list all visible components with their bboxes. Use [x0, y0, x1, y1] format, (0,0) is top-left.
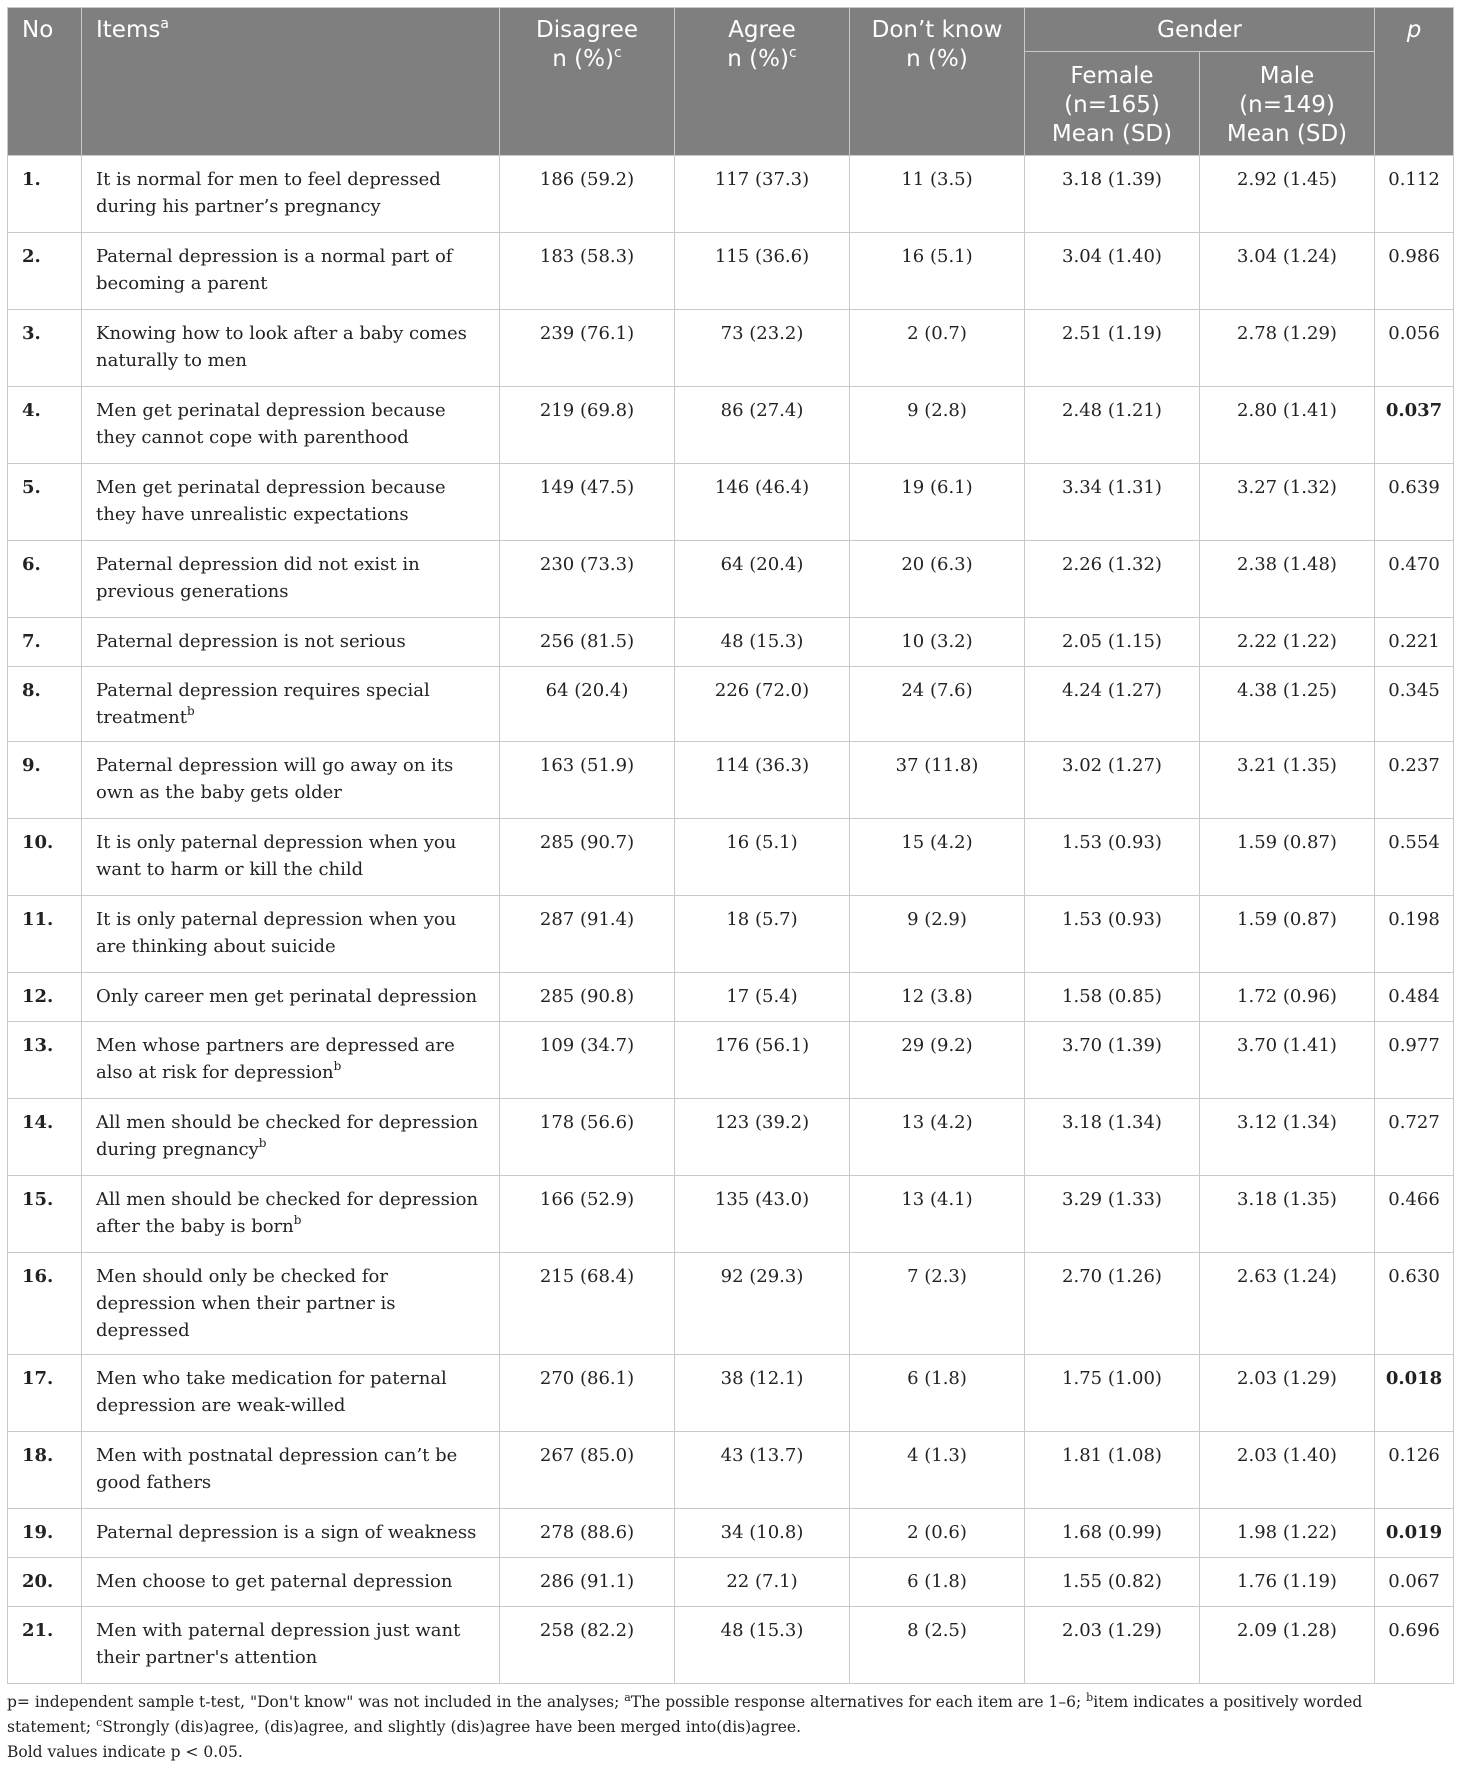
- row-male-mean: 1.98 (1.22): [1200, 1509, 1375, 1558]
- row-item-text: Men whose partners are depressed are also at risk for depression$^b$: [82, 1022, 500, 1099]
- row-item-text: Men get perinatal depression because they have unrealistic expectations: [82, 464, 500, 541]
- row-female-mean: 2.48 (1.21): [1025, 387, 1200, 464]
- row-p-value: 0.696: [1375, 1607, 1454, 1684]
- row-dont-know: 24 (7.6): [850, 667, 1025, 742]
- row-p-value: 0.018: [1375, 1355, 1454, 1432]
- table-row: [8, 156, 1454, 233]
- row-dont-know: 12 (3.8): [850, 973, 1025, 1022]
- row-disagree: 230 (73.3): [500, 541, 675, 618]
- row-dont-know: 13 (4.2): [850, 1099, 1025, 1176]
- row-p-value: 0.037: [1375, 387, 1454, 464]
- row-number: 21.: [8, 1607, 82, 1684]
- table-row: [8, 1355, 1454, 1432]
- row-female-mean: 1.53 (0.93): [1025, 819, 1200, 896]
- table-footnote: [7, 1690, 1453, 1765]
- row-disagree: 163 (51.9): [500, 742, 675, 819]
- header-male: Male (n=149) Mean (SD): [1200, 52, 1375, 156]
- row-disagree: 178 (56.6): [500, 1099, 675, 1176]
- row-p-value: 0.126: [1375, 1432, 1454, 1509]
- header-female: Female (n=165) Mean (SD): [1025, 52, 1200, 156]
- row-number: 8.: [8, 667, 82, 742]
- row-item-text: Men with postnatal depression can’t be good fathers: [82, 1432, 500, 1509]
- row-p-value: 0.977: [1375, 1022, 1454, 1099]
- row-agree: 17 (5.4): [675, 973, 850, 1022]
- row-disagree: 267 (85.0): [500, 1432, 675, 1509]
- table-row: [8, 387, 1454, 464]
- row-dont-know: 6 (1.8): [850, 1558, 1025, 1607]
- results-table: [7, 7, 1454, 1684]
- row-number: 19.: [8, 1509, 82, 1558]
- table-row: [8, 1022, 1454, 1099]
- row-dont-know: 20 (6.3): [850, 541, 1025, 618]
- row-item-text: Men get perinatal depression because they cannot cope with parenthood: [82, 387, 500, 464]
- row-female-mean: 1.58 (0.85): [1025, 973, 1200, 1022]
- row-p-value: 0.345: [1375, 667, 1454, 742]
- header-dont-know: Don’t know n (%): [850, 8, 1025, 156]
- row-female-mean: 3.34 (1.31): [1025, 464, 1200, 541]
- row-agree: 176 (56.1): [675, 1022, 850, 1099]
- row-p-value: 0.056: [1375, 310, 1454, 387]
- row-agree: 73 (23.2): [675, 310, 850, 387]
- row-dont-know: 15 (4.2): [850, 819, 1025, 896]
- row-number: 12.: [8, 973, 82, 1022]
- row-dont-know: 19 (6.1): [850, 464, 1025, 541]
- row-disagree: 278 (88.6): [500, 1509, 675, 1558]
- row-female-mean: 2.51 (1.19): [1025, 310, 1200, 387]
- row-dont-know: 37 (11.8): [850, 742, 1025, 819]
- row-number: 20.: [8, 1558, 82, 1607]
- row-dont-know: 2 (0.7): [850, 310, 1025, 387]
- row-number: 14.: [8, 1099, 82, 1176]
- row-item-text: It is only paternal depression when you are thinking about suicide: [82, 896, 500, 973]
- row-female-mean: 1.81 (1.08): [1025, 1432, 1200, 1509]
- row-item-text: Men who take medication for paternal depression are weak-willed: [82, 1355, 500, 1432]
- row-female-mean: 2.26 (1.32): [1025, 541, 1200, 618]
- row-agree: 135 (43.0): [675, 1176, 850, 1253]
- row-disagree: 186 (59.2): [500, 156, 675, 233]
- table-row: [8, 1558, 1454, 1607]
- table-row: [8, 819, 1454, 896]
- row-dont-know: 16 (5.1): [850, 233, 1025, 310]
- row-number: 2.: [8, 233, 82, 310]
- row-disagree: 183 (58.3): [500, 233, 675, 310]
- row-dont-know: 4 (1.3): [850, 1432, 1025, 1509]
- row-female-mean: 1.53 (0.93): [1025, 896, 1200, 973]
- row-item-text: All men should be checked for depression during pregnancy$^b$: [82, 1099, 500, 1176]
- row-number: 16.: [8, 1253, 82, 1355]
- row-p-value: 0.639: [1375, 464, 1454, 541]
- row-number: 10.: [8, 819, 82, 896]
- row-male-mean: 3.04 (1.24): [1200, 233, 1375, 310]
- header-disagree: Disagree n (%)$^c$: [500, 8, 675, 156]
- row-item-text: Paternal depression requires special treatment$^b$: [82, 667, 500, 742]
- row-number: 6.: [8, 541, 82, 618]
- row-number: 7.: [8, 618, 82, 667]
- row-female-mean: 3.18 (1.39): [1025, 156, 1200, 233]
- row-agree: 92 (29.3): [675, 1253, 850, 1355]
- row-dont-know: 7 (2.3): [850, 1253, 1025, 1355]
- row-male-mean: 2.09 (1.28): [1200, 1607, 1375, 1684]
- row-disagree: 258 (82.2): [500, 1607, 675, 1684]
- table-row: [8, 1176, 1454, 1253]
- row-agree: 86 (27.4): [675, 387, 850, 464]
- row-p-value: 0.112: [1375, 156, 1454, 233]
- row-item-text: It is normal for men to feel depressed during his partner’s pregnancy: [82, 156, 500, 233]
- table-row: [8, 233, 1454, 310]
- row-disagree: 219 (69.8): [500, 387, 675, 464]
- row-p-value: 0.221: [1375, 618, 1454, 667]
- row-female-mean: 1.75 (1.00): [1025, 1355, 1200, 1432]
- row-female-mean: 3.70 (1.39): [1025, 1022, 1200, 1099]
- table-row: [8, 896, 1454, 973]
- row-item-text: Paternal depression is a sign of weakness: [82, 1509, 500, 1558]
- row-p-value: 0.986: [1375, 233, 1454, 310]
- row-disagree: 64 (20.4): [500, 667, 675, 742]
- table-row: [8, 310, 1454, 387]
- row-number: 9.: [8, 742, 82, 819]
- table-row: [8, 1099, 1454, 1176]
- row-male-mean: 3.12 (1.34): [1200, 1099, 1375, 1176]
- row-female-mean: 1.68 (0.99): [1025, 1509, 1200, 1558]
- row-number: 15.: [8, 1176, 82, 1253]
- row-dont-know: 9 (2.9): [850, 896, 1025, 973]
- row-agree: 22 (7.1): [675, 1558, 850, 1607]
- row-male-mean: 2.03 (1.29): [1200, 1355, 1375, 1432]
- row-agree: 16 (5.1): [675, 819, 850, 896]
- table-row: [8, 1607, 1454, 1684]
- row-disagree: 285 (90.7): [500, 819, 675, 896]
- row-dont-know: 11 (3.5): [850, 156, 1025, 233]
- row-dont-know: 29 (9.2): [850, 1022, 1025, 1099]
- row-disagree: 287 (91.4): [500, 896, 675, 973]
- table-header: [8, 8, 1454, 156]
- row-item-text: It is only paternal depression when you want to harm or kill the child: [82, 819, 500, 896]
- row-female-mean: 2.03 (1.29): [1025, 1607, 1200, 1684]
- row-male-mean: 2.80 (1.41): [1200, 387, 1375, 464]
- row-female-mean: 3.02 (1.27): [1025, 742, 1200, 819]
- footnote-line-2: Bold values indicate p < 0.05.: [7, 1743, 243, 1761]
- row-number: 5.: [8, 464, 82, 541]
- row-male-mean: 2.22 (1.22): [1200, 618, 1375, 667]
- row-male-mean: 1.59 (0.87): [1200, 819, 1375, 896]
- table-row: [8, 667, 1454, 742]
- row-female-mean: 3.18 (1.34): [1025, 1099, 1200, 1176]
- row-dont-know: 6 (1.8): [850, 1355, 1025, 1432]
- row-male-mean: 1.59 (0.87): [1200, 896, 1375, 973]
- row-item-text: All men should be checked for depression after the baby is born$^b$: [82, 1176, 500, 1253]
- row-female-mean: 4.24 (1.27): [1025, 667, 1200, 742]
- row-item-text: Paternal depression will go away on its own as the baby gets older: [82, 742, 500, 819]
- row-dont-know: 10 (3.2): [850, 618, 1025, 667]
- row-male-mean: 2.78 (1.29): [1200, 310, 1375, 387]
- row-male-mean: 2.92 (1.45): [1200, 156, 1375, 233]
- row-male-mean: 3.70 (1.41): [1200, 1022, 1375, 1099]
- row-agree: 64 (20.4): [675, 541, 850, 618]
- table-container: [7, 7, 1453, 1765]
- row-disagree: 286 (91.1): [500, 1558, 675, 1607]
- row-number: 13.: [8, 1022, 82, 1099]
- row-p-value: 0.554: [1375, 819, 1454, 896]
- row-male-mean: 3.21 (1.35): [1200, 742, 1375, 819]
- row-agree: 146 (46.4): [675, 464, 850, 541]
- header-agree: Agree n (%)$^c$: [675, 8, 850, 156]
- row-item-text: Paternal depression is a normal part of becoming a parent: [82, 233, 500, 310]
- row-agree: 115 (36.6): [675, 233, 850, 310]
- row-p-value: 0.484: [1375, 973, 1454, 1022]
- header-no: No: [8, 8, 82, 156]
- row-disagree: 285 (90.8): [500, 973, 675, 1022]
- row-p-value: 0.466: [1375, 1176, 1454, 1253]
- table-row: [8, 618, 1454, 667]
- footnote-line-1: p= independent sample t-test, "Don't know" was not included in the analyses; $^a$The possible response alternatives for each item are 1–6; $^b$item indicates a positively worded statement; $^c$Strongly (dis)agree, (dis)agree, and slightly (dis)agree have been merged into(dis)agree.: [7, 1691, 1363, 1736]
- row-dont-know: 8 (2.5): [850, 1607, 1025, 1684]
- row-disagree: 215 (68.4): [500, 1253, 675, 1355]
- row-disagree: 256 (81.5): [500, 618, 675, 667]
- row-female-mean: 2.70 (1.26): [1025, 1253, 1200, 1355]
- row-number: 4.: [8, 387, 82, 464]
- row-number: 11.: [8, 896, 82, 973]
- row-male-mean: 2.38 (1.48): [1200, 541, 1375, 618]
- row-male-mean: 2.03 (1.40): [1200, 1432, 1375, 1509]
- row-agree: 226 (72.0): [675, 667, 850, 742]
- row-male-mean: 3.18 (1.35): [1200, 1176, 1375, 1253]
- row-disagree: 109 (34.7): [500, 1022, 675, 1099]
- header-gender: Gender: [1025, 8, 1375, 52]
- row-item-text: Men with paternal depression just want their partner's attention: [82, 1607, 500, 1684]
- row-number: 1.: [8, 156, 82, 233]
- row-agree: 48 (15.3): [675, 1607, 850, 1684]
- row-p-value: 0.630: [1375, 1253, 1454, 1355]
- row-dont-know: 2 (0.6): [850, 1509, 1025, 1558]
- table-row: [8, 1509, 1454, 1558]
- row-male-mean: 1.72 (0.96): [1200, 973, 1375, 1022]
- row-p-value: 0.198: [1375, 896, 1454, 973]
- row-agree: 34 (10.8): [675, 1509, 850, 1558]
- table-row: [8, 541, 1454, 618]
- table-row: [8, 464, 1454, 541]
- row-agree: 43 (13.7): [675, 1432, 850, 1509]
- row-female-mean: 1.55 (0.82): [1025, 1558, 1200, 1607]
- row-agree: 117 (37.3): [675, 156, 850, 233]
- row-male-mean: 4.38 (1.25): [1200, 667, 1375, 742]
- row-item-text: Men should only be checked for depression when their partner is depressed: [82, 1253, 500, 1355]
- row-female-mean: 3.04 (1.40): [1025, 233, 1200, 310]
- row-female-mean: 2.05 (1.15): [1025, 618, 1200, 667]
- header-items: Items$^a$: [82, 8, 500, 156]
- row-item-text: Paternal depression is not serious: [82, 618, 500, 667]
- row-disagree: 270 (86.1): [500, 1355, 675, 1432]
- table-row: [8, 742, 1454, 819]
- row-item-text: Men choose to get paternal depression: [82, 1558, 500, 1607]
- row-number: 18.: [8, 1432, 82, 1509]
- row-female-mean: 3.29 (1.33): [1025, 1176, 1200, 1253]
- row-p-value: 0.067: [1375, 1558, 1454, 1607]
- row-number: 3.: [8, 310, 82, 387]
- table-row: [8, 973, 1454, 1022]
- row-disagree: 239 (76.1): [500, 310, 675, 387]
- row-agree: 48 (15.3): [675, 618, 850, 667]
- row-item-text: Knowing how to look after a baby comes naturally to men: [82, 310, 500, 387]
- table-row: [8, 1432, 1454, 1509]
- row-male-mean: 2.63 (1.24): [1200, 1253, 1375, 1355]
- row-p-value: 0.237: [1375, 742, 1454, 819]
- table-body: [8, 156, 1454, 1684]
- row-dont-know: 13 (4.1): [850, 1176, 1025, 1253]
- row-item-text: Paternal depression did not exist in previous generations: [82, 541, 500, 618]
- row-agree: 18 (5.7): [675, 896, 850, 973]
- row-dont-know: 9 (2.8): [850, 387, 1025, 464]
- row-agree: 38 (12.1): [675, 1355, 850, 1432]
- row-p-value: 0.470: [1375, 541, 1454, 618]
- row-disagree: 149 (47.5): [500, 464, 675, 541]
- table-row: [8, 1253, 1454, 1355]
- row-p-value: 0.019: [1375, 1509, 1454, 1558]
- row-male-mean: 1.76 (1.19): [1200, 1558, 1375, 1607]
- row-p-value: 0.727: [1375, 1099, 1454, 1176]
- row-agree: 123 (39.2): [675, 1099, 850, 1176]
- row-item-text: Only career men get perinatal depression: [82, 973, 500, 1022]
- row-number: 17.: [8, 1355, 82, 1432]
- header-p: p: [1375, 8, 1454, 156]
- row-agree: 114 (36.3): [675, 742, 850, 819]
- row-disagree: 166 (52.9): [500, 1176, 675, 1253]
- row-male-mean: 3.27 (1.32): [1200, 464, 1375, 541]
